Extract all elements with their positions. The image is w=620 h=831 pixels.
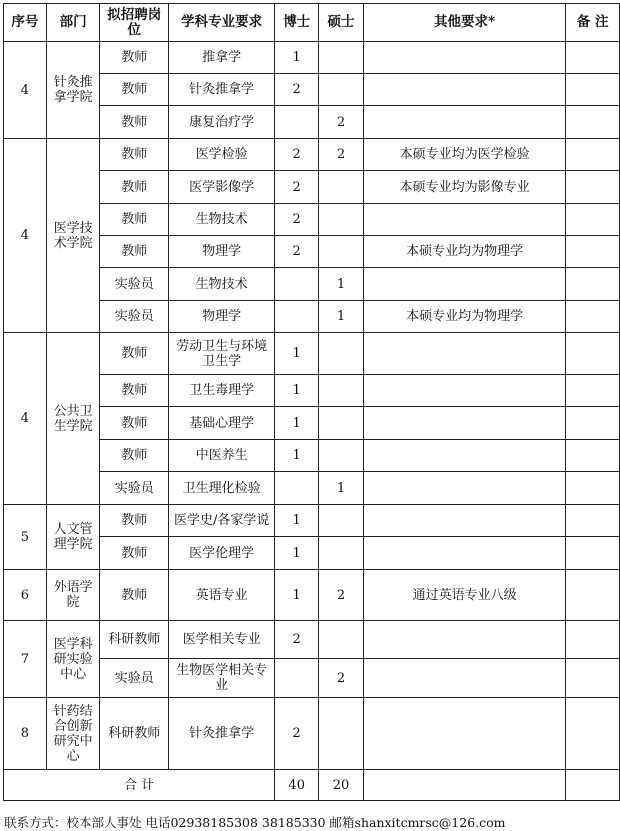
position-cell: 教师 <box>100 74 169 106</box>
note-cell <box>566 407 620 440</box>
total-row <box>4 770 620 801</box>
phd-cell: 1 <box>275 505 319 537</box>
header-master: 硕士 <box>319 4 364 42</box>
table-row <box>4 698 620 770</box>
seq-cell: 4 <box>4 333 47 505</box>
master-cell <box>319 42 364 74</box>
master-cell <box>319 204 364 236</box>
master-cell <box>319 698 364 770</box>
major-cell: 医学检验 <box>169 139 275 171</box>
major-cell: 医学史/各家学说 <box>169 505 275 537</box>
dept-cell: 公共卫生学院 <box>46 333 100 505</box>
phd-cell <box>275 472 319 505</box>
table-row <box>4 505 620 537</box>
other-cell <box>363 268 565 301</box>
other-cell <box>363 659 565 698</box>
phd-cell: 2 <box>275 204 319 236</box>
master-cell: 2 <box>319 659 364 698</box>
contact-info: 联系方式：校本部人事处 电话02938185308 38185330 邮箱shanxitcmrsc@126.com <box>4 815 506 830</box>
other-cell <box>363 42 565 74</box>
note-cell <box>566 472 620 505</box>
table-body <box>4 42 620 770</box>
seq-cell: 6 <box>4 570 47 621</box>
table-row <box>4 333 620 375</box>
phd-cell: 1 <box>275 570 319 621</box>
phd-cell <box>275 268 319 301</box>
phd-cell <box>275 659 319 698</box>
phd-cell <box>275 106 319 139</box>
note-cell <box>566 301 620 333</box>
master-cell <box>319 621 364 659</box>
seq-cell: 4 <box>4 139 47 333</box>
dept-cell: 医学技术学院 <box>46 139 100 333</box>
phd-cell: 1 <box>275 375 319 407</box>
major-cell: 卫生毒理学 <box>169 375 275 407</box>
phd-cell: 1 <box>275 407 319 440</box>
table-row <box>4 139 620 171</box>
note-cell <box>566 268 620 301</box>
position-cell: 教师 <box>100 171 169 204</box>
note-cell <box>566 440 620 472</box>
recruitment-table <box>3 3 620 801</box>
other-cell <box>363 204 565 236</box>
master-cell <box>319 505 364 537</box>
other-cell <box>363 333 565 375</box>
other-cell: 本硕专业均为影像专业 <box>363 171 565 204</box>
major-cell: 生物技术 <box>169 268 275 301</box>
note-cell <box>566 42 620 74</box>
phd-cell: 1 <box>275 333 319 375</box>
header-row <box>4 4 620 42</box>
position-cell: 教师 <box>100 236 169 268</box>
note-cell <box>566 505 620 537</box>
note-cell <box>566 139 620 171</box>
position-cell: 科研教师 <box>100 698 169 770</box>
phd-cell: 2 <box>275 139 319 171</box>
position-cell: 实验员 <box>100 472 169 505</box>
position-cell: 教师 <box>100 139 169 171</box>
master-cell <box>319 171 364 204</box>
master-cell <box>319 375 364 407</box>
seq-cell: 7 <box>4 621 47 698</box>
note-cell <box>566 74 620 106</box>
master-cell <box>319 407 364 440</box>
other-cell <box>363 74 565 106</box>
position-cell: 教师 <box>100 440 169 472</box>
master-cell: 1 <box>319 472 364 505</box>
note-cell <box>566 375 620 407</box>
other-cell <box>363 621 565 659</box>
note-cell <box>566 537 620 570</box>
dept-cell: 针药结合创新研究中心 <box>46 698 100 770</box>
major-cell: 医学影像学 <box>169 171 275 204</box>
seq-cell: 4 <box>4 42 47 139</box>
note-cell <box>566 698 620 770</box>
major-cell: 生物医学相关专业 <box>169 659 275 698</box>
major-cell: 劳动卫生与环境卫生学 <box>169 333 275 375</box>
position-cell: 教师 <box>100 570 169 621</box>
major-cell: 生物技术 <box>169 204 275 236</box>
master-cell: 2 <box>319 139 364 171</box>
master-cell: 1 <box>319 301 364 333</box>
phd-cell: 2 <box>275 621 319 659</box>
major-cell: 康复治疗学 <box>169 106 275 139</box>
header-major: 学科专业要求 <box>169 4 275 42</box>
table-row <box>4 621 620 659</box>
header-phd: 博士 <box>275 4 319 42</box>
total-phd: 40 <box>275 770 319 801</box>
master-cell <box>319 440 364 472</box>
other-cell <box>363 375 565 407</box>
phd-cell: 1 <box>275 42 319 74</box>
master-cell <box>319 236 364 268</box>
table-row <box>4 42 620 74</box>
phd-cell: 2 <box>275 236 319 268</box>
position-cell: 教师 <box>100 505 169 537</box>
other-cell <box>363 505 565 537</box>
position-cell: 教师 <box>100 333 169 375</box>
note-cell <box>566 204 620 236</box>
master-cell <box>319 333 364 375</box>
total-master: 20 <box>319 770 364 801</box>
position-cell: 教师 <box>100 204 169 236</box>
major-cell: 物理学 <box>169 236 275 268</box>
position-cell: 科研教师 <box>100 621 169 659</box>
phd-cell: 2 <box>275 171 319 204</box>
table-row <box>4 570 620 621</box>
master-cell: 1 <box>319 268 364 301</box>
dept-cell: 外语学院 <box>46 570 100 621</box>
major-cell: 医学伦理学 <box>169 537 275 570</box>
major-cell: 物理学 <box>169 301 275 333</box>
major-cell: 针灸推拿学 <box>169 698 275 770</box>
major-cell: 基础心理学 <box>169 407 275 440</box>
other-cell <box>363 440 565 472</box>
other-cell <box>363 407 565 440</box>
total-label: 合 计 <box>4 770 275 801</box>
dept-cell: 针灸推拿学院 <box>46 42 100 139</box>
major-cell: 英语专业 <box>169 570 275 621</box>
position-cell: 实验员 <box>100 301 169 333</box>
phd-cell: 2 <box>275 698 319 770</box>
header-other: 其他要求* <box>363 4 565 42</box>
header-note: 备 注 <box>566 4 620 42</box>
header-position: 拟招聘岗位 <box>100 4 169 42</box>
seq-cell: 5 <box>4 505 47 570</box>
phd-cell: 1 <box>275 537 319 570</box>
major-cell: 针灸推拿学 <box>169 74 275 106</box>
position-cell: 教师 <box>100 407 169 440</box>
note-cell <box>566 106 620 139</box>
other-cell <box>363 698 565 770</box>
note-cell <box>566 659 620 698</box>
master-cell <box>319 537 364 570</box>
position-cell: 教师 <box>100 42 169 74</box>
header-seq: 序号 <box>4 4 47 42</box>
dept-cell: 医学科研实验中心 <box>46 621 100 698</box>
phd-cell: 2 <box>275 74 319 106</box>
major-cell: 医学相关专业 <box>169 621 275 659</box>
note-cell <box>566 171 620 204</box>
position-cell: 教师 <box>100 106 169 139</box>
other-cell: 通过英语专业八级 <box>363 570 565 621</box>
phd-cell: 1 <box>275 440 319 472</box>
note-cell <box>566 621 620 659</box>
note-cell <box>566 236 620 268</box>
master-cell: 2 <box>319 106 364 139</box>
phd-cell <box>275 301 319 333</box>
position-cell: 实验员 <box>100 268 169 301</box>
master-cell <box>319 74 364 106</box>
other-cell <box>363 537 565 570</box>
other-cell: 本硕专业均为医学检验 <box>363 139 565 171</box>
other-cell: 本硕专业均为物理学 <box>363 236 565 268</box>
seq-cell: 8 <box>4 698 47 770</box>
position-cell: 实验员 <box>100 659 169 698</box>
header-dept: 部门 <box>46 4 100 42</box>
other-cell: 本硕专业均为物理学 <box>363 301 565 333</box>
position-cell: 教师 <box>100 375 169 407</box>
other-cell <box>363 106 565 139</box>
other-cell <box>363 472 565 505</box>
position-cell: 教师 <box>100 537 169 570</box>
major-cell: 推拿学 <box>169 42 275 74</box>
note-cell <box>566 570 620 621</box>
dept-cell: 人文管理学院 <box>46 505 100 570</box>
master-cell: 2 <box>319 570 364 621</box>
note-cell <box>566 333 620 375</box>
major-cell: 卫生理化检验 <box>169 472 275 505</box>
major-cell: 中医养生 <box>169 440 275 472</box>
